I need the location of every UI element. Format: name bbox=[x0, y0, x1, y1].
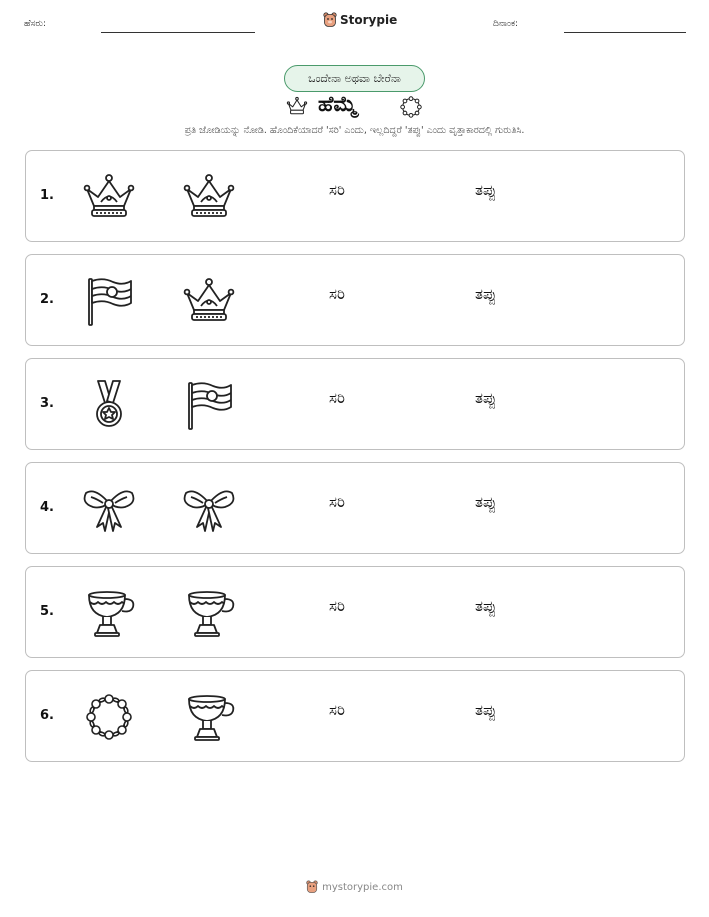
true-option[interactable]: ಸರಿ bbox=[329, 285, 345, 303]
footer-site: mystorypie.com bbox=[322, 881, 403, 893]
question-number: 4. bbox=[40, 500, 54, 515]
question-number: 3. bbox=[40, 396, 54, 411]
footer bbox=[0, 880, 709, 894]
crown-icon bbox=[181, 273, 237, 329]
title-row bbox=[0, 92, 709, 122]
flag-icon bbox=[81, 273, 137, 329]
question-row-3 bbox=[25, 358, 685, 450]
crown-icon bbox=[181, 169, 237, 225]
question-number: 5. bbox=[40, 604, 54, 619]
true-option[interactable]: ಸರಿ bbox=[329, 389, 345, 407]
true-option[interactable]: ಸರಿ bbox=[329, 493, 345, 511]
false-option[interactable]: ತಪ್ಪು bbox=[475, 285, 497, 303]
trophy-cup-icon bbox=[181, 585, 237, 641]
crown-icon bbox=[283, 94, 311, 118]
name-label: ಹೆಸರು: bbox=[24, 19, 47, 29]
true-option[interactable]: ಸರಿ bbox=[329, 701, 345, 719]
brand-logo bbox=[323, 12, 397, 28]
false-option[interactable]: ತಪ್ಪು bbox=[475, 389, 497, 407]
bow-icon bbox=[81, 481, 137, 537]
page-title: ಹೆಮ್ಮೆ bbox=[318, 92, 358, 116]
brand-name: Storypie bbox=[340, 13, 398, 27]
date-label: ದಿನಾಂಕ: bbox=[493, 19, 519, 29]
flag-icon bbox=[181, 377, 237, 433]
trophy-cup-icon bbox=[81, 585, 137, 641]
medal-icon bbox=[81, 377, 137, 433]
bear-mascot-icon bbox=[306, 880, 318, 894]
question-number: 1. bbox=[40, 188, 54, 203]
question-number: 6. bbox=[40, 708, 54, 723]
true-option[interactable]: ಸರಿ bbox=[329, 597, 345, 615]
false-option[interactable]: ತಪ್ಪು bbox=[475, 181, 497, 199]
question-row-4 bbox=[25, 462, 685, 554]
bow-icon bbox=[181, 481, 237, 537]
question-row-6 bbox=[25, 670, 685, 762]
wreath-icon bbox=[398, 94, 424, 120]
false-option[interactable]: ತಪ್ಪು bbox=[475, 493, 497, 511]
false-option[interactable]: ತಪ್ಪು bbox=[475, 597, 497, 615]
trophy-cup-icon bbox=[181, 689, 237, 745]
wreath-icon bbox=[81, 689, 137, 745]
bear-mascot-icon bbox=[323, 12, 337, 28]
worksheet-header bbox=[0, 12, 709, 36]
false-option[interactable]: ತಪ್ಪು bbox=[475, 701, 497, 719]
question-number: 2. bbox=[40, 292, 54, 307]
question-row-2 bbox=[25, 254, 685, 346]
instructions-text: ಪ್ರತಿ ಜೋಡಿಯನ್ನು ನೋಡಿ. ಹೊಂದಿಕೆಯಾದರೆ 'ಸರಿ' ಎಂದು, ಇಲ್ಲದಿದ್ದರೆ 'ತಪ್ಪು' ಎಂದು ವೃತ್ತಾಕಾರದಲ್ಲಿ ಗುರುತಿಸಿ. bbox=[184, 125, 525, 136]
worksheet-type-badge: ಒಂದೇನಾ ಅಥವಾ ಬೇರೆನಾ bbox=[284, 65, 425, 92]
question-row-5 bbox=[25, 566, 685, 658]
crown-icon bbox=[81, 169, 137, 225]
name-line bbox=[101, 32, 255, 33]
question-row-1 bbox=[25, 150, 685, 242]
true-option[interactable]: ಸರಿ bbox=[329, 181, 345, 199]
date-line bbox=[564, 32, 686, 33]
